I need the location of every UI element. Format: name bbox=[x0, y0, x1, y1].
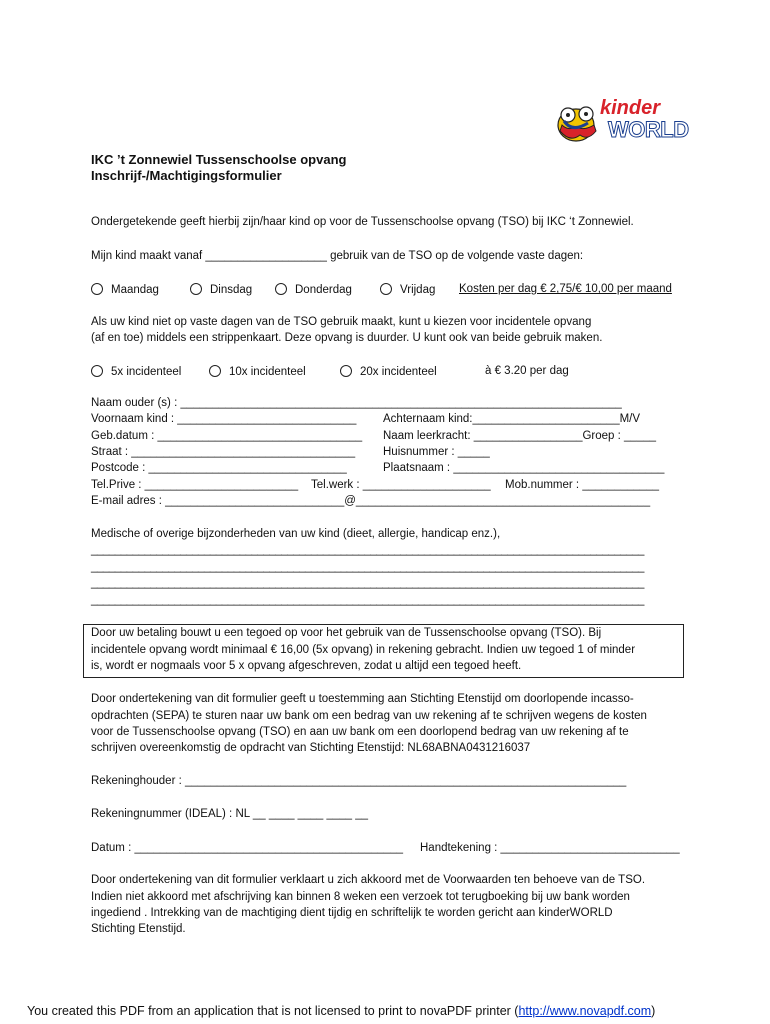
days-cost: Kosten per dag € 2,75/€ 10,00 per maand bbox=[459, 283, 672, 295]
radio-icon[interactable] bbox=[91, 283, 103, 295]
radio-icon[interactable] bbox=[275, 283, 287, 295]
day-option-dinsdag[interactable]: Dinsdag bbox=[190, 283, 252, 296]
field-rekeningnummer[interactable]: Rekeningnummer (IDEAL) : NL __ ____ ____ ____ __ bbox=[91, 808, 369, 820]
footer-link[interactable]: http://www.novapdf.com bbox=[518, 1004, 652, 1018]
incidental-text-2: (af en toe) middels een strippenkaart. Deze opvang is duurder. U kunt ook van beide gebruik maken. bbox=[91, 332, 603, 344]
field-datum[interactable]: Datum : __________________________________________ bbox=[91, 842, 404, 854]
incidental-text-1: Als uw kind niet op vaste dagen van de TSO gebruik maakt, kunt u kiezen voor incidentele opvang bbox=[91, 316, 592, 328]
field-handtekening[interactable]: Handtekening : ____________________________ bbox=[420, 842, 680, 854]
field-postcode[interactable]: Postcode : _______________________________ bbox=[91, 462, 347, 474]
radio-icon[interactable] bbox=[209, 365, 221, 377]
field-rekeninghouder[interactable]: Rekeninghouder : _____________________________________________________________________ bbox=[91, 775, 627, 787]
payment-notice-line: incidentele opvang wordt minimaal € 16,00 (5x opvang) in rekening gebracht. Indien uw tegoed 1 of minder bbox=[91, 644, 636, 656]
intro-text: Ondergetekende geeft hierbij zijn/haar kind op voor de Tussenschoolse opvang (TSO) bij IKC ‘t Zonnewiel. bbox=[91, 216, 634, 228]
radio-icon[interactable] bbox=[380, 283, 392, 295]
incidental-option-10x[interactable]: 10x incidenteel bbox=[209, 365, 306, 378]
medical-line[interactable]: _____________________________________________________________________________________________ bbox=[91, 594, 644, 606]
footer-end: ) bbox=[651, 1004, 656, 1018]
kinderworld-logo bbox=[554, 95, 688, 145]
field-straat[interactable]: Straat : ___________________________________ bbox=[91, 446, 356, 458]
final-text-line: Indien niet akkoord met afschrijving kan binnen 8 weken een verzoek tot terugboeking bij uw bank worden bbox=[91, 891, 630, 903]
radio-icon[interactable] bbox=[190, 283, 202, 295]
field-email[interactable]: E-mail adres : ____________________________@______________________________________________ bbox=[91, 495, 651, 507]
medical-line[interactable]: _____________________________________________________________________________________________ bbox=[91, 544, 644, 556]
field-tel-prive[interactable]: Tel.Prive : ________________________ bbox=[91, 479, 299, 491]
sepa-text-line: voor de Tussenschoolse opvang (TSO) en aan uw bank om een doorlopend bedrag van uw rekening af te bbox=[91, 726, 629, 738]
final-text-line: Stichting Etenstijd. bbox=[91, 923, 186, 935]
radio-icon[interactable] bbox=[340, 365, 352, 377]
form-subtitle: Inschrijf-/Machtigingsformulier bbox=[91, 168, 282, 183]
footer-text: You created this PDF from an application that is not licensed to print to novaPDF printer ( bbox=[27, 1004, 519, 1018]
field-achternaam-kind[interactable]: Achternaam kind:_______________________M/V bbox=[383, 413, 641, 425]
medical-line[interactable]: _____________________________________________________________________________________________ bbox=[91, 561, 644, 573]
field-mob-nummer[interactable]: Mob.nummer : ____________ bbox=[505, 479, 660, 491]
sepa-text-line: Door ondertekening van dit formulier geeft u toestemming aan Stichting Etenstijd om doorlopende incasso- bbox=[91, 693, 634, 705]
incidental-option-20x[interactable]: 20x incidenteel bbox=[340, 365, 437, 378]
field-leerkracht-groep[interactable]: Naam leerkracht: _________________Groep : _____ bbox=[383, 430, 657, 442]
medical-line[interactable]: _____________________________________________________________________________________________ bbox=[91, 577, 644, 589]
payment-notice-line: Door uw betaling bouwt u een tegoed op voor het gebruik van de Tussenschoolse opvang (TSO). Bij bbox=[91, 627, 602, 639]
logo-text-world: WORLD bbox=[608, 117, 689, 142]
day-option-vrijdag[interactable]: Vrijdag bbox=[380, 283, 435, 296]
logo-text-kinder: kinder bbox=[600, 97, 661, 119]
incidental-price: à € 3.20 per dag bbox=[485, 365, 569, 377]
field-huisnummer[interactable]: Huisnummer : _____ bbox=[383, 446, 490, 458]
day-option-maandag[interactable]: Maandag bbox=[91, 283, 159, 296]
form-title: IKC ’t Zonnewiel Tussenschoolse opvang bbox=[91, 152, 347, 167]
medical-label: Medische of overige bijzonderheden van uw kind (dieet, allergie, handicap enz.), bbox=[91, 528, 501, 540]
radio-icon[interactable] bbox=[91, 365, 103, 377]
field-naam-ouder[interactable]: Naam ouder (s) : _____________________________________________________________________ bbox=[91, 397, 622, 409]
sepa-text-line: schrijven overeenkomstig de opdracht van Stichting Etenstijd: NL68ABNA0431216037 bbox=[91, 742, 531, 754]
novapdf-footer bbox=[27, 1004, 655, 1018]
field-tel-werk[interactable]: Tel.werk : ____________________ bbox=[311, 479, 491, 491]
payment-notice-line: is, wordt er nogmaals voor 5 x opvang afgeschreven, zodat u altijd een tegoed heeft. bbox=[91, 660, 522, 672]
start-date-line[interactable]: Mijn kind maakt vanaf ___________________ gebruik van de TSO op de volgende vaste dagen: bbox=[91, 250, 584, 262]
day-option-donderdag[interactable]: Donderdag bbox=[275, 283, 352, 296]
final-text-line: ingediend . Intrekking van de machtiging dient tijdig en schriftelijk te worden gericht aan kinderWORLD bbox=[91, 907, 613, 919]
final-text-line: Door ondertekening van dit formulier verklaart u zich akkoord met de Voorwaarden ten behoeve van de TSO. bbox=[91, 874, 646, 886]
sepa-text-line: opdrachten (SEPA) te sturen naar uw bank om een bedrag van uw rekening af te schrijven wegens de kosten bbox=[91, 710, 647, 722]
field-geboortedatum[interactable]: Geb.datum : ________________________________ bbox=[91, 430, 363, 442]
field-voornaam-kind[interactable]: Voornaam kind : ____________________________ bbox=[91, 413, 357, 425]
incidental-option-5x[interactable]: 5x incidenteel bbox=[91, 365, 181, 378]
field-plaatsnaam[interactable]: Plaatsnaam : _________________________________ bbox=[383, 462, 665, 474]
